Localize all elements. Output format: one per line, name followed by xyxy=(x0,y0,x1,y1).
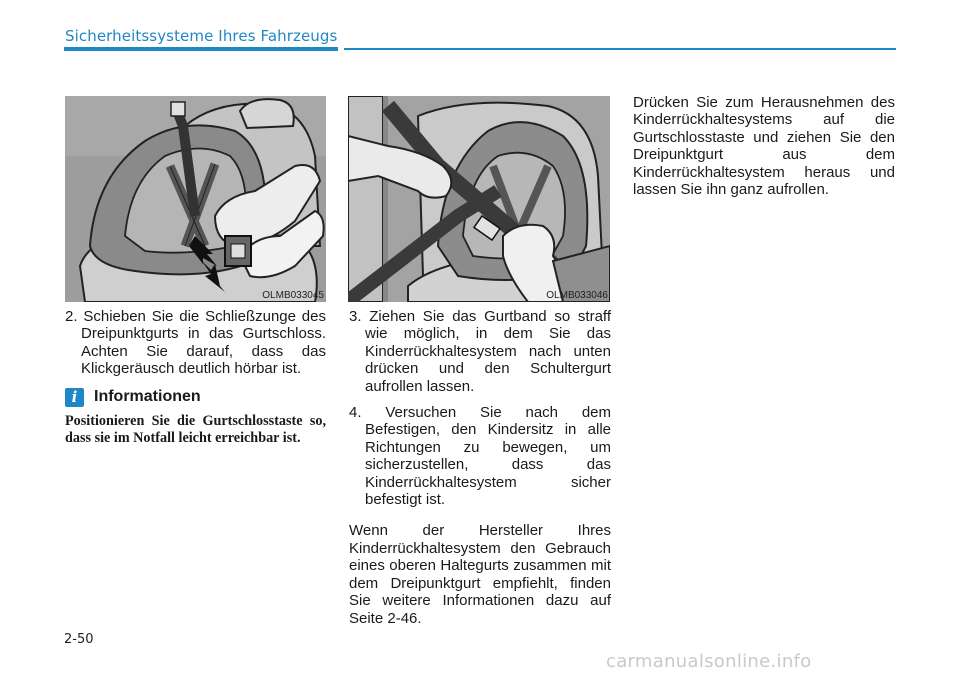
figure-tighten-belt xyxy=(348,96,610,302)
middle-column xyxy=(349,308,611,636)
instruction-step-3: 3. Ziehen Sie das Gurtband so straff wie möglich, in dem Sie das Kinderrückhaltesystem nach unten drücken und den Schultergurt aufrollen lassen. xyxy=(349,308,611,395)
watermark: carmanualsonline.info xyxy=(606,651,812,672)
header-rule xyxy=(344,48,896,50)
figure-buckle-insert xyxy=(65,96,326,302)
figure-code: OLMB033046 xyxy=(546,290,608,301)
figure-code: OLMB033045 xyxy=(262,290,324,301)
info-icon: i xyxy=(65,388,84,407)
instruction-step-4: 4. Versuchen Sie nach dem Befestigen, den Kindersitz in alle Richtungen zu bewegen, um sicherzustellen, dass das Kinderrückhaltesystem sicher befestigt ist. xyxy=(349,404,611,509)
belt-tightening-illustration xyxy=(348,96,610,302)
header-accent-bar xyxy=(64,47,338,51)
child-seat-buckle-illustration xyxy=(65,96,326,302)
tether-note: Wenn der Hersteller Ihres Kinderrückhaltesystem den Gebrauch eines oberen Haltegurts zusammen mit dem Dreipunktgurt empfiehlt, finden Sie weitere Informationen dazu auf Seite 2-46. xyxy=(349,522,611,627)
left-column xyxy=(65,308,326,447)
page-number: 2-50 xyxy=(64,632,94,647)
section-title: Sicherheitssysteme Ihres Fahrzeugs xyxy=(65,27,338,45)
right-column xyxy=(633,94,895,207)
removal-instructions: Drücken Sie zum Herausnehmen des Kinderrückhaltesystems auf die Gurtschlosstaste und ziehen Sie den Dreipunktgurt aus dem Kinderrückhaltesystem heraus und lassen Sie ihn ganz aufrollen. xyxy=(633,94,895,199)
info-heading xyxy=(65,388,326,407)
instruction-step-2: 2. Schieben Sie die Schließzunge des Dreipunktgurts in das Gurtschloss. Achten Sie darauf, dass das Klickgeräusch deutlich hörbar ist. xyxy=(65,308,326,378)
info-text: Positionieren Sie die Gurtschlosstaste so, dass sie im Notfall leicht erreichbar ist. xyxy=(65,412,326,446)
info-title: Informationen xyxy=(94,388,201,406)
